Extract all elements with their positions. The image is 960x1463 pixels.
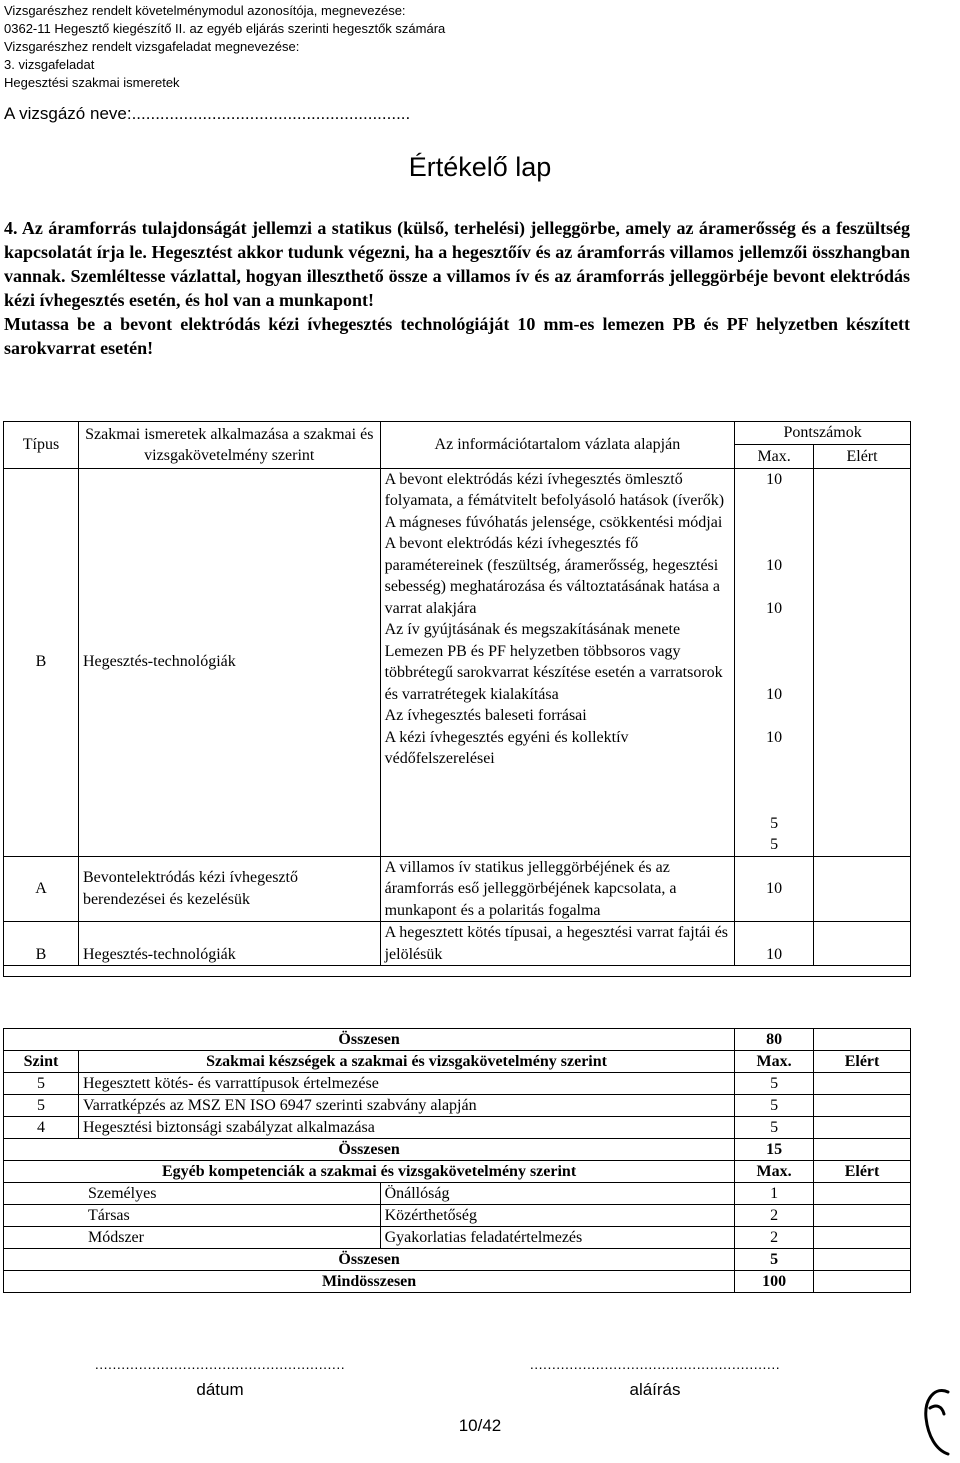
- row-items: A villamos ív statikus jelleggörbéjének és az áramforrás eső jelleggörbéjének kapcsolata, a munkapont és a polaritás fogalma: [380, 856, 735, 922]
- page-title: Értékelő lap: [408, 152, 552, 182]
- skill-achieved: [814, 1095, 911, 1117]
- skill-name: Hegesztési biztonsági szabályzat alkalmazása: [78, 1117, 734, 1139]
- task-paragraph-2: Mutassa be a bevont elektródás kézi ívhegesztés technológiáját 10 mm-es lemezen PB és PF helyzetben készített sarokvarrat esetén!: [4, 314, 910, 358]
- col-header-type: Típus: [4, 422, 79, 469]
- total-achieved: [814, 1139, 911, 1161]
- date-signature-block: [86, 1356, 354, 1400]
- evaluation-table: [3, 421, 911, 977]
- row-type: A: [4, 856, 79, 922]
- total-label: Összesen: [4, 1139, 735, 1161]
- date-label: dátum: [196, 1380, 244, 1399]
- row-max-values: 10: [735, 856, 814, 922]
- grand-total-value: 100: [735, 1271, 814, 1293]
- skill-max: 5: [735, 1073, 814, 1095]
- total-label: Összesen: [4, 1029, 735, 1051]
- competency-name: Közérthetőség: [380, 1205, 735, 1227]
- competency-kind: Módszer: [4, 1227, 381, 1249]
- skill-level: 4: [4, 1117, 79, 1139]
- competency-name: Önállóság: [380, 1183, 735, 1205]
- skill-max: 5: [735, 1095, 814, 1117]
- skills-header-level: Szint: [4, 1051, 79, 1073]
- skill-level: 5: [4, 1095, 79, 1117]
- competency-kind: Személyes: [4, 1183, 381, 1205]
- row-max-values: 10: [735, 922, 814, 966]
- skill-name: Varratképzés az MSZ EN ISO 6947 szerinti szabvány alapján: [78, 1095, 734, 1117]
- skills-header-achieved: Elért: [814, 1051, 911, 1073]
- competency-achieved: [814, 1183, 911, 1205]
- competency-max: 2: [735, 1205, 814, 1227]
- row-max-values: 10 10 10 10 10 5 5: [735, 468, 814, 856]
- total-achieved: [814, 1029, 911, 1051]
- signature-label: aláírás: [629, 1380, 681, 1399]
- competency-header-title: Egyéb kompetenciák a szakmai és vizsgakövetelmény szerint: [4, 1161, 735, 1183]
- competency-header-achieved: Elért: [814, 1161, 911, 1183]
- col-header-achieved: Elért: [814, 444, 911, 468]
- task-paragraph-1: 4. Az áramforrás tulajdonságát jellemzi a statikus (külső, terhelési) jelleggörbe, amely az áramerősség és a feszültség kapcsolatát írja le. Hegesztést akkor tudunk végezni, ha a hegesztőív és az áramforrás villamos jellemzői összhangban vannak. Szemléltesse vázlattal, hogyan illeszthető össze a villamos ív és az áramforrás jelleggörbéje bevont elektródás kézi ívhegesztés esetén, és hol van a munkapont!: [4, 218, 910, 310]
- grand-total-label: Mindösszesen: [4, 1271, 735, 1293]
- page-number: 10/42: [458, 1416, 502, 1435]
- header-line-4: 3. vizsgafeladat: [4, 57, 95, 72]
- competency-header-max: Max.: [735, 1161, 814, 1183]
- col-header-max: Max.: [735, 444, 814, 468]
- row-skill: Hegesztés-technológiák: [78, 922, 380, 966]
- row-achieved-cell: [814, 922, 911, 966]
- col-header-points: Pontszámok: [735, 422, 911, 445]
- summary-table: [3, 1028, 911, 1293]
- total-achieved: [814, 1249, 911, 1271]
- signature-line: .........................................................: [529, 1356, 781, 1372]
- competency-achieved: [814, 1205, 911, 1227]
- row-achieved-cell: [814, 856, 911, 922]
- competency-achieved: [814, 1227, 911, 1249]
- skills-header-max: Max.: [735, 1051, 814, 1073]
- document-header: [4, 2, 445, 92]
- skill-achieved: [814, 1117, 911, 1139]
- row-type: B: [4, 468, 79, 856]
- competency-kind: Társas: [4, 1205, 381, 1227]
- competency-max: 1: [735, 1183, 814, 1205]
- header-line-2: 0362-11 Hegesztő kiegészítő II. az egyéb eljárás szerinti hegesztők számára: [4, 21, 446, 36]
- skill-achieved: [814, 1073, 911, 1095]
- grand-total-achieved: [814, 1271, 911, 1293]
- skill-name: Hegesztett kötés- és varrattípusok értelmezése: [78, 1073, 734, 1095]
- date-line: .........................................................: [94, 1356, 346, 1372]
- total-label: Összesen: [4, 1249, 735, 1271]
- skill-level: 5: [4, 1073, 79, 1095]
- total-value: 15: [735, 1139, 814, 1161]
- header-line-5: Hegesztési szakmai ismeretek: [4, 75, 180, 90]
- row-achieved-cell: [814, 468, 911, 856]
- skill-max: 5: [735, 1117, 814, 1139]
- spacer-row: [4, 966, 911, 977]
- row-items: A hegesztett kötés típusai, a hegesztési varrat fajtái és jelölésük: [380, 922, 735, 966]
- skills-header-title: Szakmai készségek a szakmai és vizsgakövetelmény szerint: [78, 1051, 734, 1073]
- signature-block: [520, 1356, 790, 1400]
- handwritten-mark-icon: [918, 1384, 958, 1459]
- total-value: 80: [735, 1029, 814, 1051]
- row-items: A bevont elektródás kézi ívhegesztés ömlesztő folyamata, a fémátvitelt befolyásoló hatások (íverők) A mágneses fúvóhatás jelensége, csökkentési módjai A bevont elektródás kézi ívhegesztés fő paramétereinek (feszültség, áramerősség, hegesztési sebesség) meghatározása és változtatásának hatása a varrat alakjára Az ív gyújtásának és megszakításának menete Lemezen PB és PF helyzetben többsoros vagy többrétegű sarokvarrat készítése esetén a varratsorok és varratrétegek kialakítása Az ívhegesztés baleseti forrásai A kézi ívhegesztés egyéni és kollektív védőfelszerelései: [380, 468, 735, 856]
- task-description: [4, 216, 910, 360]
- row-skill: Hegesztés-technológiák: [78, 468, 380, 856]
- candidate-name-field: A vizsgázó neve:...........................................................: [4, 104, 411, 123]
- total-value: 5: [735, 1249, 814, 1271]
- competency-max: 2: [735, 1227, 814, 1249]
- col-header-outline: Az információtartalom vázlata alapján: [380, 422, 735, 469]
- col-header-skill: Szakmai ismeretek alkalmazása a szakmai és vizsgakövetelmény szerint: [78, 422, 380, 469]
- header-line-3: Vizsgarészhez rendelt vizsgafeladat megnevezése:: [4, 39, 300, 54]
- row-type: B: [4, 922, 79, 966]
- row-skill: Bevontelektródás kézi ívhegesztő berendezései és kezelésük: [78, 856, 380, 922]
- competency-name: Gyakorlatias feladatértelmezés: [380, 1227, 735, 1249]
- header-line-1: Vizsgarészhez rendelt követelménymodul azonosítója, megnevezése:: [4, 3, 406, 18]
